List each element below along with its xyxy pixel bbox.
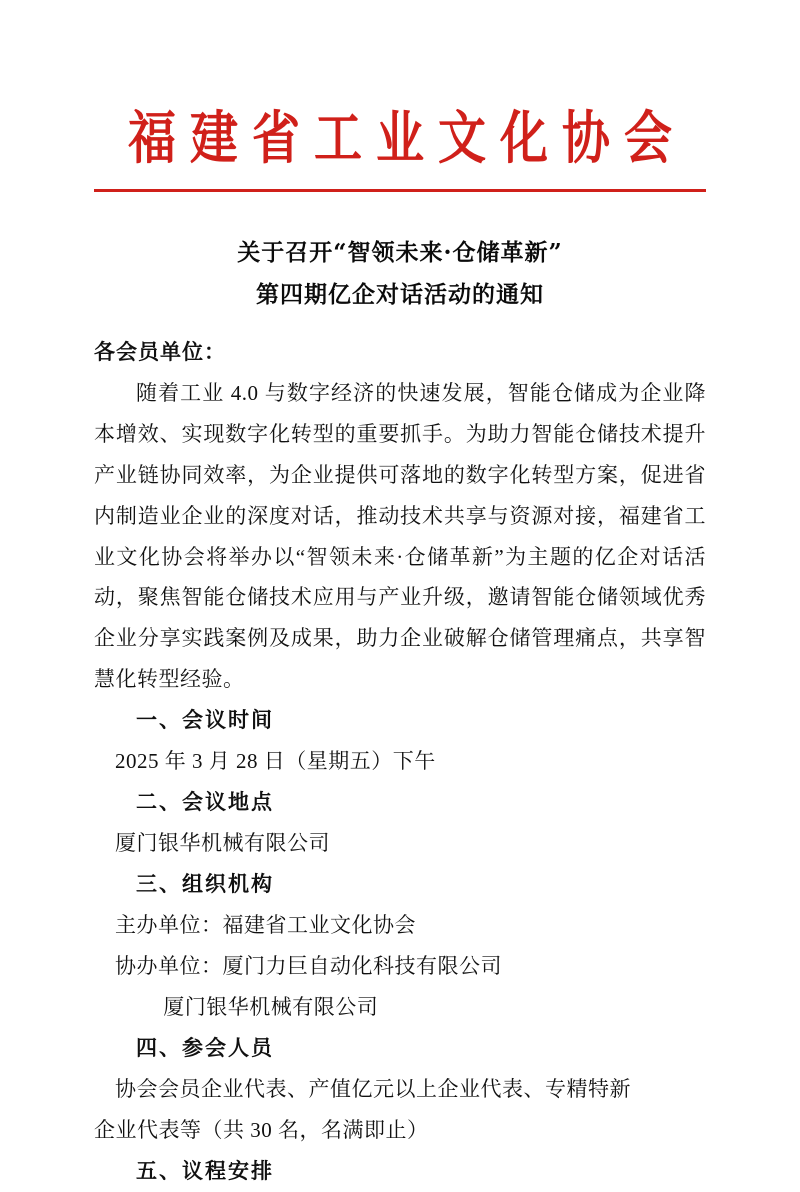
participants-description <box>94 1069 706 1151</box>
section-heading-meeting-time: 一、会议时间 <box>136 708 274 733</box>
section-heading-participants: 四、参会人员 <box>136 1035 274 1060</box>
section-heading-agenda: 五、议程安排 <box>136 1158 274 1183</box>
document-title-line-2: 第四期亿企对话活动的通知 <box>256 281 544 309</box>
section-heading-meeting-place: 二、会议地点 <box>136 790 274 815</box>
meeting-time-value: 2025 年 3 月 28 日（星期五）下午 <box>115 749 436 774</box>
organization-name: 福建省工业文化协会 <box>127 105 686 172</box>
participants-line-2: 企业代表等（共 30 名，名满即止） <box>94 1117 429 1142</box>
co-organizer-2: 厦门银华机械有限公司 <box>163 994 379 1019</box>
section-heading-organizers: 三、组织机构 <box>136 872 274 897</box>
host-organization: 主办单位：福建省工业文化协会 <box>115 912 416 937</box>
participants-line-1: 协会会员企业代表、产值亿元以上企业代表、专精特新 <box>115 1076 631 1101</box>
meeting-place-value: 厦门银华机械有限公司 <box>115 831 330 856</box>
letterhead <box>94 0 706 192</box>
document-title-line-1: 关于召开“智领未来·仓储革新” <box>237 238 563 266</box>
co-organizer-1: 协办单位：厦门力巨自动化科技有限公司 <box>115 953 502 978</box>
intro-paragraph: 随着工业 4.0 与数字经济的快速发展，智能仓储成为企业降本增效、实现数字化转型的重要抓手。为助力智能仓储技术提升产业链协同效率，为企业提供可落地的数字化转型方案，促进省内制造业企业的深度对话，推动技术共享与资源对接，福建省工业文化协会将举办以“智领未来·仓储革新”为主题的亿企对话活动，聚焦智能仓储技术应用与产业升级，邀请智能仓储领域优秀企业分享实践案例及成果，助力企业破解仓储管理痛点，共享智慧化转型经验。 <box>94 380 706 692</box>
salutation: 各会员单位： <box>94 339 226 364</box>
document-title <box>94 232 706 317</box>
letterhead-divider <box>94 189 706 192</box>
